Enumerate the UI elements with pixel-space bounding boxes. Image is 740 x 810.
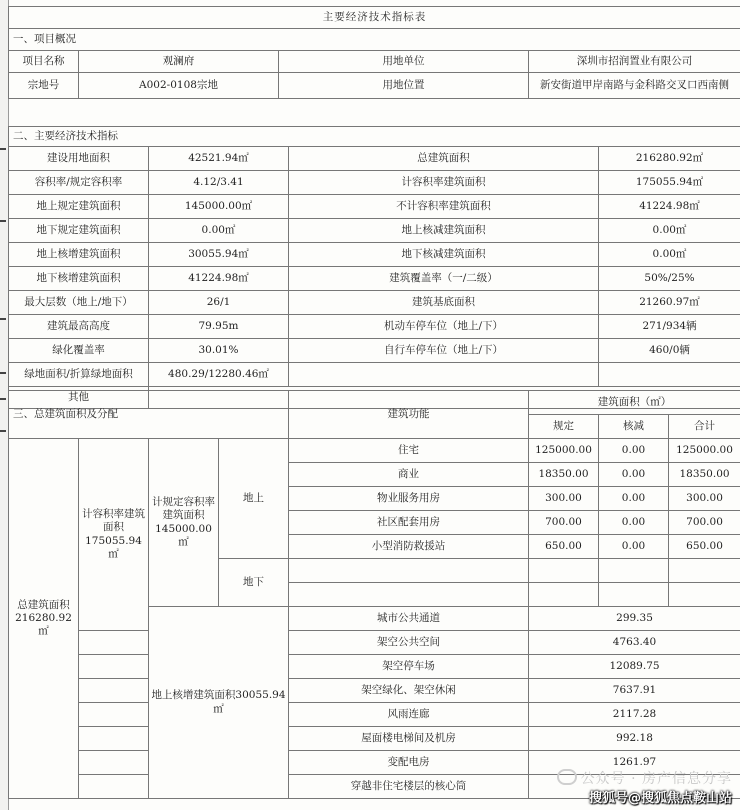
- total-value: 300.00: [669, 487, 740, 511]
- indicator-value: 30.01%: [149, 339, 289, 363]
- indicator-value: 21260.97㎡: [599, 291, 740, 315]
- indicator-value: 0.00㎡: [599, 243, 740, 267]
- indicator-label: 建筑最高高度: [9, 315, 149, 339]
- indicator-value: 145000.00㎡: [149, 195, 289, 219]
- indicator-row: [9, 219, 740, 243]
- total-value: 125000.00: [669, 439, 740, 463]
- empty-cell: [79, 703, 149, 727]
- empty-cell: [669, 559, 740, 583]
- function-name: 商业: [289, 463, 529, 487]
- table-row: [9, 679, 740, 703]
- total-value: 700.00: [669, 511, 740, 535]
- reduced-header: 核减: [599, 415, 669, 439]
- total-value: 650.00: [669, 535, 740, 559]
- indicator-label: 机动车停车位（地上/下）: [289, 315, 599, 339]
- increase-item-value: 1261.97: [529, 751, 740, 775]
- increase-item-value: 7637.91: [529, 679, 740, 703]
- other-label: 其他: [9, 387, 149, 409]
- empty-cell: [289, 583, 529, 607]
- increase-item-name: 风雨连廊: [289, 703, 529, 727]
- indicator-value: 26/1: [149, 291, 289, 315]
- indicator-value: 175055.94㎡: [599, 171, 740, 195]
- indicator-label: 建筑覆盖率（一/二级）: [289, 267, 599, 291]
- parcel-no-label: 宗地号: [9, 73, 79, 99]
- planned-value: 650.00: [529, 535, 599, 559]
- increase-item-name: 架空停车场: [289, 655, 529, 679]
- planned-far-cell: 计规定容积率建筑面积145000.00 ㎡: [149, 439, 219, 607]
- section-3-heading: 三、总建筑面积及分配: [9, 391, 289, 439]
- increase-item-name: 架空绿化、架空休闲: [289, 679, 529, 703]
- reduced-value: 0.00: [599, 463, 669, 487]
- indicator-label: 计容积率建筑面积: [289, 171, 599, 195]
- function-name: 物业服务用房: [289, 487, 529, 511]
- function-name: 小型消防救援站: [289, 535, 529, 559]
- indicator-label: 绿化覆盖率: [9, 339, 149, 363]
- indicator-value: 271/934辆: [599, 315, 740, 339]
- indicator-value: 79.95m: [149, 315, 289, 339]
- indicator-value: 30055.94㎡: [149, 243, 289, 267]
- indicator-label: 总建筑面积: [289, 147, 599, 171]
- function-name: 住宅: [289, 439, 529, 463]
- land-user: 深圳市招润置业有限公司: [529, 51, 740, 73]
- total-area-cell: 总建筑面积216280.92㎡: [9, 439, 79, 799]
- table-row: [9, 727, 740, 751]
- area-header: 建筑面积（㎡）: [529, 391, 740, 415]
- empty-cell: [289, 363, 599, 387]
- function-header: 建筑功能: [289, 391, 529, 439]
- empty-cell: [79, 775, 149, 799]
- indicator-value: 41224.98㎡: [599, 195, 740, 219]
- indicator-label: 建设用地面积: [9, 147, 149, 171]
- table-row: [9, 439, 740, 463]
- area-allocation-table: [8, 390, 740, 799]
- total-header: 合计: [669, 415, 740, 439]
- sohu-watermark: 搜狐号@搜狐焦点鞍山站: [588, 791, 732, 806]
- increase-item-value: 299.35: [529, 607, 740, 631]
- indicator-value: 50%/25%: [599, 267, 740, 291]
- green-area-label: 绿地面积/折算绿地面积: [9, 363, 149, 387]
- increase-item-name: 架空公共空间: [289, 631, 529, 655]
- planned-value: 300.00: [529, 487, 599, 511]
- empty-cell: [289, 559, 529, 583]
- indicator-label: 地上规定建筑面积: [9, 195, 149, 219]
- increase-item-name: 穿越非住宅楼层的核心筒: [289, 775, 529, 799]
- empty-cell: [79, 727, 149, 751]
- increase-item-name: 变配电房: [289, 751, 529, 775]
- empty-cell: [79, 751, 149, 775]
- planned-value: 700.00: [529, 511, 599, 535]
- indicator-label: 建筑基底面积: [289, 291, 599, 315]
- indicator-label: 地下核减建筑面积: [289, 243, 599, 267]
- indicator-value: 4.12/3.41: [149, 171, 289, 195]
- reduced-value: 0.00: [599, 511, 669, 535]
- indicator-row: [9, 147, 740, 171]
- indicator-label: 最大层数（地上/地下）: [9, 291, 149, 315]
- project-overview-table: [8, 6, 740, 99]
- indicator-label: 地下核增建筑面积: [9, 267, 149, 291]
- section-1-heading: 一、项目概况: [9, 29, 740, 51]
- increase-item-value: 992.18: [529, 727, 740, 751]
- empty-cell: [599, 583, 669, 607]
- empty-cell: [669, 583, 740, 607]
- indicator-value: 460/0辆: [599, 339, 740, 363]
- indicator-label: 自行车停车位（地上/下）: [289, 339, 599, 363]
- indicator-row: [9, 171, 740, 195]
- empty-cell: [79, 655, 149, 679]
- indicator-row: [9, 291, 740, 315]
- indicator-label: 地上核增建筑面积: [9, 243, 149, 267]
- increase-item-name: 屋面楼电梯间及机房: [289, 727, 529, 751]
- empty-cell: [79, 679, 149, 703]
- increase-item-name: 城市公共通道: [289, 607, 529, 631]
- planned-value: 125000.00: [529, 439, 599, 463]
- wechat-watermark-text: 公众号 · 房产信息分享: [580, 771, 732, 787]
- location-label: 用地位置: [279, 73, 529, 99]
- function-name: 社区配套用房: [289, 511, 529, 535]
- table-row: [9, 631, 740, 655]
- table-title: 主要经济技术指标表: [9, 7, 740, 29]
- indicator-value: 0.00㎡: [599, 219, 740, 243]
- indicator-row: [9, 267, 740, 291]
- below-ground-cell: 地下: [219, 559, 289, 607]
- increase-item-value: 4763.40: [529, 631, 740, 655]
- project-name: 观澜府: [79, 51, 279, 73]
- indicator-value: 216280.92㎡: [599, 147, 740, 171]
- indicator-row: [9, 363, 740, 387]
- indicator-row: [9, 339, 740, 363]
- empty-cell: [529, 559, 599, 583]
- indicator-label: 地下规定建筑面积: [9, 219, 149, 243]
- location: 新安街道甲岸南路与金科路交叉口西南侧: [529, 73, 740, 99]
- wechat-watermark: [557, 768, 732, 788]
- indicator-row: [9, 195, 740, 219]
- empty-cell: [599, 363, 740, 387]
- above-ground-cell: 地上: [219, 439, 289, 559]
- increase-area-cell: 地上核增建筑面积30055.94㎡: [149, 607, 289, 799]
- far-area-cell: 计容积率建筑面积175055.94㎡: [79, 439, 149, 631]
- indicator-value: 41224.98㎡: [149, 267, 289, 291]
- project-name-label: 项目名称: [9, 51, 79, 73]
- reduced-value: 0.00: [599, 439, 669, 463]
- parcel-no: A002-0108宗地: [79, 73, 279, 99]
- total-value: 18350.00: [669, 463, 740, 487]
- increase-item-value: 2117.28: [529, 703, 740, 727]
- reduced-value: 0.00: [599, 535, 669, 559]
- table-row: [9, 655, 740, 679]
- green-area-value: 480.29/12280.46㎡: [149, 363, 289, 387]
- empty-cell: [529, 583, 599, 607]
- indicator-row: [9, 243, 740, 267]
- indicator-label: 容积率/规定容积率: [9, 171, 149, 195]
- planned-value: 18350.00: [529, 463, 599, 487]
- indicator-value: 42521.94㎡: [149, 147, 289, 171]
- empty-cell: [599, 559, 669, 583]
- empty-cell: [79, 631, 149, 655]
- section-2-heading: 二、主要经济技术指标: [9, 127, 740, 147]
- wechat-icon: [557, 769, 577, 785]
- main-indicators-table: [8, 126, 740, 409]
- indicator-row: [9, 315, 740, 339]
- table-row: [9, 703, 740, 727]
- land-user-label: 用地单位: [279, 51, 529, 73]
- indicator-label: 不计容积率建筑面积: [289, 195, 599, 219]
- indicator-label: 地上核减建筑面积: [289, 219, 599, 243]
- reduced-value: 0.00: [599, 487, 669, 511]
- increase-item-value: 12089.75: [529, 655, 740, 679]
- planned-header: 规定: [529, 415, 599, 439]
- indicator-value: 0.00㎡: [149, 219, 289, 243]
